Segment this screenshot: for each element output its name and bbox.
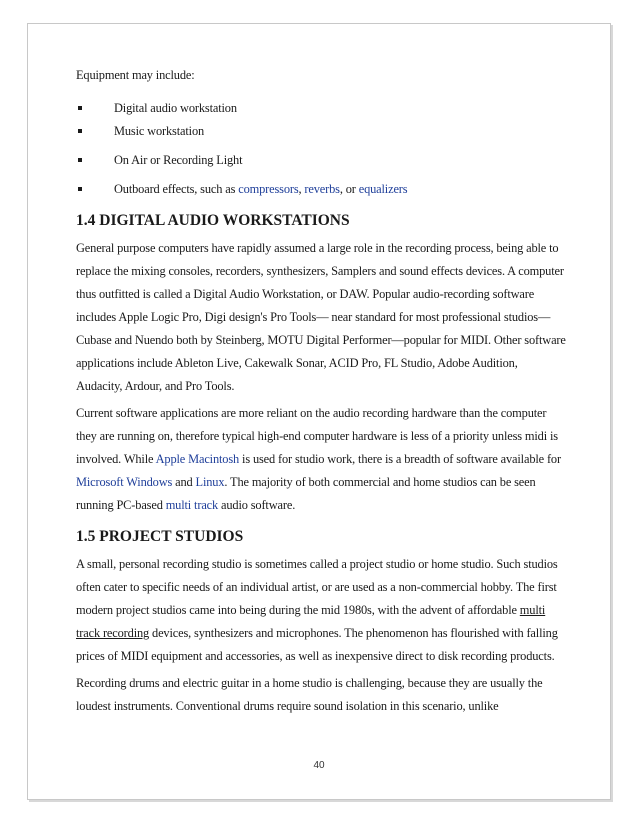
list-item: Music workstation (76, 120, 566, 143)
link-compressors[interactable]: compressors (238, 182, 299, 196)
list-item: Digital audio workstation (76, 97, 566, 120)
list-item: On Air or Recording Light (76, 149, 566, 172)
bullet-square-icon (78, 106, 82, 110)
bullet-square-icon (78, 187, 82, 191)
equipment-list (76, 97, 566, 201)
project-paragraph-2: Recording drums and electric guitar in a home studio is challenging, because they are usually the loudest instruments. Conventional drums require sound isolation in this scenario, unlike (76, 676, 543, 713)
link-reverbs[interactable]: reverbs (304, 182, 340, 196)
link-linux[interactable]: Linux (195, 475, 225, 489)
daw-paragraph-2: Current software applications are more reliant on the audio recording hardware than the computer they are running on, therefore typical high-end computer hardware is less of a priority unless midi is involved. While Apple Macintosh is used for studio work, there is a breadth of software available for Microsoft Windows and Linux. The majority of both commercial and home studios can be seen running PC-based multi track audio software. (76, 406, 561, 512)
document-body (76, 64, 566, 718)
page-number: 40 (313, 760, 325, 771)
multi-track-recording-underlined: multi track recording (76, 603, 546, 640)
list-item: Outboard effects, such as compressors, reverbs, or equalizers (76, 178, 566, 201)
daw-paragraph-1: General purpose computers have rapidly assumed a large role in the recording process, being able to replace the mixing consoles, recorders, synthesizers, Samplers and sound effects devices. A computer thus outfitted is called a Digital Audio Workstation, or DAW. Popular audio-recording software includes Apple Logic Pro, Digi design's Pro Tools— near standard for most professional studios— Cubase and Nuendo both by Steinberg, MOTU Digital Performer—popular for MIDI. Other software applications include Ableton Live, Cakewalk Sonar, ACID Pro, FL Studio, Adobe Audition, Audacity, Ardour, and Pro Tools. (76, 241, 566, 393)
link-apple-macintosh[interactable]: Apple Macintosh (155, 452, 240, 466)
link-equalizers[interactable]: equalizers (358, 182, 408, 196)
link-multi-track[interactable]: multi track (165, 498, 219, 512)
project-paragraph-1: A small, personal recording studio is sometimes called a project studio or home studio. Such studios often cater to specific needs of an individual artist, or are used as a non-commercial hobby. The first modern project studios came into being during the mid 1980s, with the advent of affordable multi track recording devices, synthesizers and microphones. The phenomenon has flourished with falling prices of MIDI equipment and accessories, as well as inexpensive direct to disk recording products. (76, 557, 558, 663)
section-heading-daw: 1.4 DIGITAL AUDIO WORKSTATIONS (76, 212, 350, 229)
section-heading-project-studios: 1.5 PROJECT STUDIOS (76, 528, 244, 545)
link-microsoft-windows[interactable]: Microsoft Windows (76, 475, 173, 489)
bullet-square-icon (78, 158, 82, 162)
equipment-intro: Equipment may include: (76, 68, 195, 82)
bullet-square-icon (78, 129, 82, 133)
